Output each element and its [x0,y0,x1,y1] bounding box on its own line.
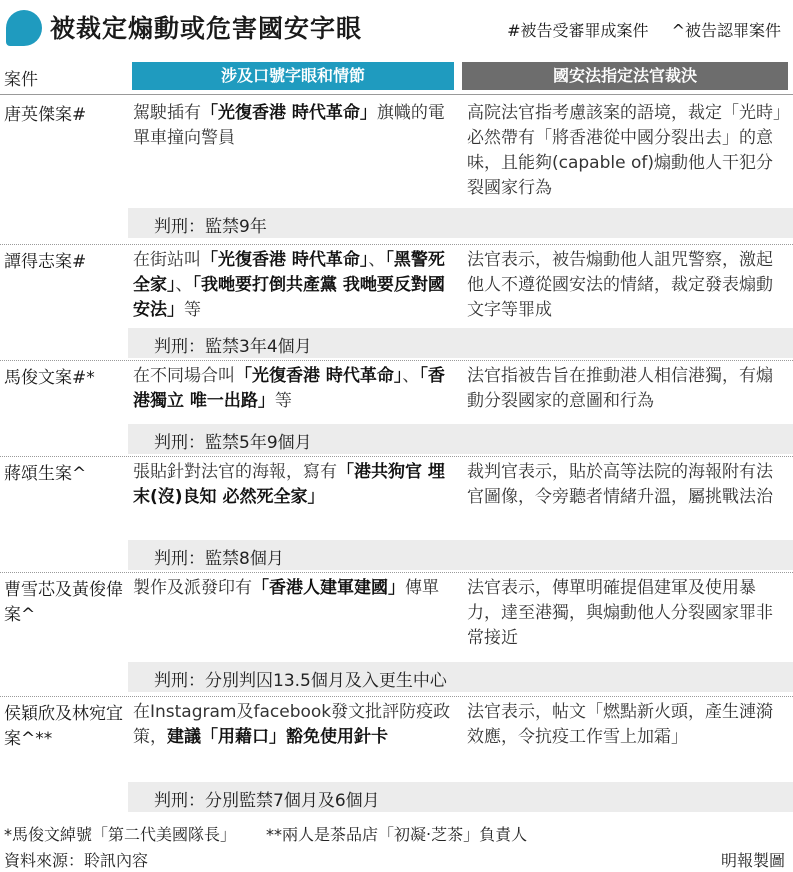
case-ruling: 法官表示，帖文「燃點新火頭，產生漣漪效應，令抗疫工作雪上加霜」 [467,702,773,747]
table-row [0,244,793,360]
description-text: 在Instagram及facebook發文批評防疫政策， [133,702,451,747]
table-row [0,696,793,814]
case-description [133,576,451,601]
case-name: 曹雪芯及黃俊偉案^ [4,580,123,625]
slogan-text: 「港共狗官 埋末(沒)良知 必然死全家」 [133,462,445,507]
case-ruling: 法官指被告旨在推動港人相信港獨，有煽動分裂國家的意圖和行為 [467,366,773,411]
slogan-text: 「光復香港 時代革命」 [235,366,403,386]
sentence-bar [128,424,793,454]
sentence-bar [128,208,793,238]
slogan-text: 「香港獨立 唯一出路」 [133,366,445,411]
slogan-text: 「我哋要打倒共產黨 我哋要反對國安法」 [133,275,445,320]
footnotes [4,822,527,845]
case-sentence: 判刑：監禁8個月 [154,549,284,569]
source-note: 資料來源：聆訊內容 [4,851,149,870]
case-name: 蔣頌生案^ [4,464,87,484]
sentence-bar [128,782,793,812]
table-row [0,456,793,572]
description-text: 張貼針對法官的海報，寫有 [133,462,337,482]
description-text: 駕駛插有 [133,103,201,123]
table-row [0,360,793,456]
legend [489,18,781,41]
speech-bubble-icon [6,10,42,46]
case-ruling: 高院法官指考慮該案的語境，裁定「光時」必然帶有「將香港從中國分裂出去」的意味，且能夠(capable of)煽動他人干犯分裂國家行為 [467,103,782,198]
description-text: 等 [274,391,292,411]
case-description [133,460,451,510]
case-name: 唐英傑案# [4,105,87,125]
case-sentence: 判刑：監禁9年 [154,217,267,237]
case-sentence: 判刑：監禁3年4個月 [154,337,312,357]
case-description [133,101,451,151]
legend-trial: #被告受審罪成案件 [507,21,649,40]
description-text: 、 [368,250,386,270]
column-headers [0,62,793,90]
description-text: 旗幟的電單車撞向警員 [133,103,445,148]
case-name: 侯穎欣及林宛宜案^** [4,704,123,749]
column-header-ruling: 國安法指定法官裁決 [462,62,788,90]
sentence-bar [128,540,793,570]
description-text: 在街站叫 [133,250,201,270]
slogan-text: 「光復香港 時代革命」 [201,250,369,270]
header [0,0,793,56]
header-divider [0,94,793,95]
page-title: 被裁定煽動或危害國安字眼 [50,14,363,43]
description-text: 在不同場合叫 [133,366,235,386]
case-ruling: 法官表示，傳單明確提倡建軍及使用暴力，達至港獨，與煽動他人分裂國家罪非常接近 [467,578,773,648]
case-description [133,364,451,414]
case-description [133,700,451,750]
case-ruling: 法官表示，被告煽動他人詛咒警察，激起他人不遵從國安法的情緒，裁定發表煽動文字等罪成 [467,250,773,320]
description-text: 、 [402,366,420,386]
slogan-text: 「黑警死全家」 [133,250,445,295]
case-sentence: 判刑：分別判囚13.5個月及入更生中心 [154,671,447,691]
case-sentence: 判刑：監禁5年9個月 [154,433,312,453]
case-sentence: 判刑：分別監禁7個月及6個月 [154,791,380,811]
slogan-text: 建議「用藉口」豁免使用針卡 [167,727,388,747]
column-header-case: 案件 [4,70,38,90]
column-header-slogan: 涉及口號字眼和情節 [132,62,454,90]
case-name: 譚得志案# [4,252,87,272]
footnote-1: *馬俊文綽號「第二代美國隊長」 [4,825,237,844]
table-row [0,97,793,244]
description-text: 、 [175,275,193,295]
description-text: 傳單 [405,578,439,598]
credit: 明報製圖 [720,851,785,870]
case-description [133,248,451,323]
case-name: 馬俊文案#* [4,368,95,388]
slogan-text: 「香港人建軍建國」 [252,578,405,598]
description-text: 製作及派發印有 [133,578,252,598]
sentence-bar [128,662,793,692]
case-ruling: 裁判官表示，貼於高等法院的海報附有法官圖像，令旁聽者情緒升溫，屬挑戰法治 [467,462,773,507]
slogan-text: 「光復香港 時代革命」 [201,103,377,123]
sentence-bar [128,328,793,358]
footnote-2: **兩人是茶品店「初凝‧芝茶」負責人 [266,825,528,844]
description-text: 等 [184,300,201,320]
legend-plea: ^被告認罪案件 [671,21,781,40]
table-row [0,572,793,696]
